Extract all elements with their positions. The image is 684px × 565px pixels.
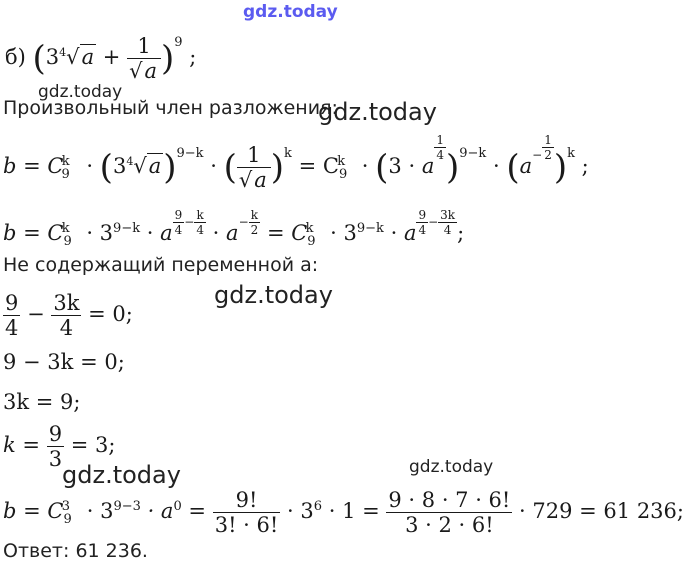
general-term-line: $b = C_9^k \cdot (3^4√a)^{9-k}$ · ( $\frac{1}{√a}$ )$^k = C_9^k \cdot (3 \cdot a$ $\frac{1}{4}$ )$^{9-k}$ · (a− $\frac{1}{2}$ )$^k$ ; (3, 133, 589, 192)
answer-value: 61 236. (75, 540, 148, 562)
coef: 3 (45, 45, 60, 69)
root-index: 4 (59, 46, 67, 59)
problem-expression: б) ($3^4√a$ + $\frac{1}{√a}$ )$^9$ ; (5, 34, 197, 83)
answer (3, 540, 148, 562)
simplified-term-line: $b = C_9^k \cdot 3^{9-k} \cdot a$ $^{\frac{9}{4} - \frac{k}{4}}$ · $a^{- \frac{k}{2}}$ = $C_9^k \cdot 3^{9-k} \cdot a$ $^{\frac{9}{4} - \frac{3k}{4}}$ ; (3, 208, 465, 250)
watermark-top: gdz.today (243, 2, 338, 22)
watermark-3: gdz.today (214, 281, 333, 309)
power: 9 (174, 35, 183, 50)
answer-label: Ответ: (3, 540, 70, 562)
final-computation: $b = C_9^3 \cdot 3^{9-3} \cdot a^0$ = $\frac{9!}{3! \cdot 6!}$ · $3^6 \cdot 1$ = $\frac{9 \cdot 8 \cdot 7 \cdot 6!}{3 \cdot 2 \cdot 6!}$ · 729 = 61 236; (3, 488, 684, 537)
paren-open: ( (32, 38, 46, 79)
fraction-one-over-sqrt-a: $\frac{1}{√a}$ (127, 34, 161, 83)
watermark-5: gdz.today (409, 457, 494, 477)
watermark-1: gdz.today (38, 82, 123, 102)
radical-sign: √ (66, 45, 80, 69)
heading-general-term: Произвольный член разложения: (3, 97, 338, 119)
watermark-4: gdz.today (62, 461, 181, 489)
heading-no-variable: Не содержащий переменной a: (3, 254, 319, 276)
equation-3: 3k = 9; (3, 390, 81, 414)
equation-2: 9 − 3k = 0; (3, 350, 125, 374)
paren-close: ) (161, 38, 175, 79)
equation-1: $\frac{9}{4}$ − $\frac{3k}{4}$ = 0; (5, 291, 133, 340)
watermark-2: gdz.today (318, 98, 437, 126)
problem-label: б) (5, 45, 26, 69)
radicand: a (81, 45, 95, 69)
semicolon: ; (189, 45, 197, 69)
equation-4: k = $\frac{9}{3}$ = 3; (3, 422, 116, 471)
